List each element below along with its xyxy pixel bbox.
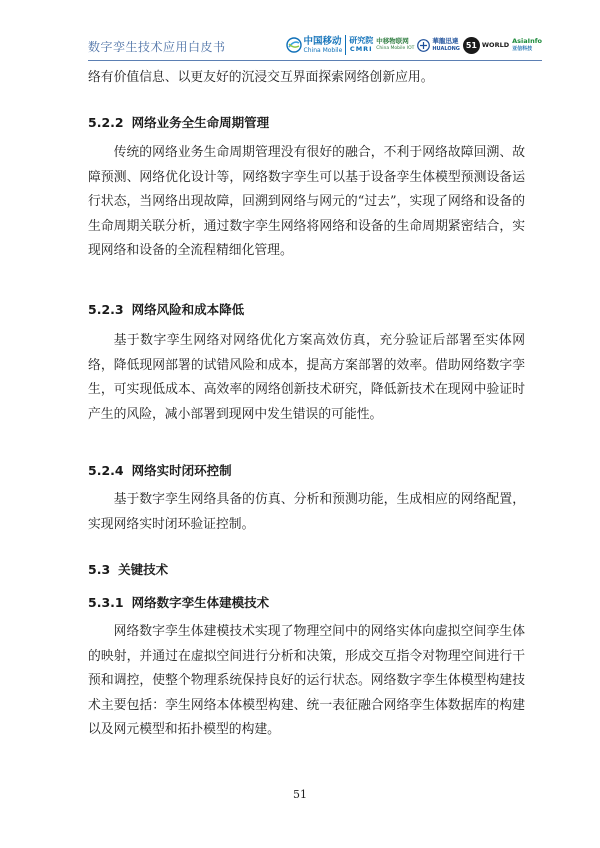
section-number: 5.3	[88, 562, 111, 577]
header-rule	[88, 60, 542, 61]
section-number: 5.2.2	[88, 115, 124, 130]
section-number: 5.2.4	[88, 463, 124, 478]
section-title: 网络风险和成本降低	[131, 302, 245, 317]
asiainfo-cn: 亚信科技	[512, 46, 533, 52]
paragraph-5-2-4: 基于数字孪生网络具备的仿真、分析和预测功能，生成相应的网络配置，实现网络实时闭环验证控制。	[88, 492, 525, 532]
paragraph-5-2-3: 基于数字孪生网络对网络优化方案高效仿真，充分验证后部署至实体网络，降低现网部署的试错风险和成本，提高方案部署的效率。借助网络数字孪生，可实现低成本、高效率的网络创新技术研究，降低新技术在现网中验证时产生的风险，减小部署到现网中发生错误的可能性。	[88, 333, 525, 422]
page-header	[60, 30, 542, 60]
partner-logos	[286, 32, 542, 58]
cmri-cn: 研究院	[349, 36, 374, 45]
section-title: 网络数字孪生体建模技术	[131, 595, 270, 610]
asiainfo-logo	[512, 37, 542, 53]
section-number: 5.3.1	[88, 595, 124, 610]
cmri-logo	[349, 36, 373, 54]
china-mobile-emblem-icon	[286, 37, 302, 53]
paragraph-5-3-1: 网络数字孪生体建模技术实现了物理空间中的网络实体向虚拟空间孪生体的映射，并通过在虚拟空间进行分析和决策，形成交互指令对物理空间进行干预和调控，使整个物理系统保持良好的运行状态。网络数字孪生体模型构建技术主要包括：孪生网络本体模型构建、统一表征融合网络孪生体数据库的构建以及网元模型和拓扑模型的构建。	[88, 624, 525, 738]
51world-text: WORLD	[481, 41, 510, 49]
hualong-en: HUALONG	[432, 46, 460, 52]
hualong-cn: 華龍迅達	[432, 37, 459, 45]
logo-divider	[345, 35, 346, 55]
heading-5-3	[88, 562, 168, 578]
china-mobile-logo	[286, 37, 343, 54]
asiainfo-en: AsiaInfo	[512, 37, 542, 45]
hualong-logo	[417, 37, 460, 53]
51world-logo	[463, 37, 509, 54]
iot-en: China Mobile IOT	[376, 46, 415, 51]
header-title: 数字孪生技术应用白皮书	[88, 40, 226, 54]
china-mobile-cn: 中国移动	[303, 35, 342, 47]
51world-badge: 51	[463, 37, 480, 54]
section-number: 5.2.3	[88, 302, 124, 317]
section-title: 关键技术	[118, 562, 169, 577]
heading-5-2-2	[88, 115, 269, 131]
china-mobile-en: China Mobile	[303, 46, 343, 54]
page-number: 51	[293, 788, 307, 801]
iot-cn: 中移物联网	[376, 37, 409, 45]
iot-logo	[376, 37, 414, 53]
heading-5-3-1	[88, 595, 269, 611]
paragraph-5-2-2: 传统的网络业务生命周期管理没有很好的融合，不利于网络故障回溯、故障预测、网络优化设计等，网络数字孪生可以基于设备孪生体模型预测设备运行状态，当网络出现故障，回溯到网络与网元的“过去”，实现了网络和设备的生命周期关联分析，通过数字孪生网络将网络和设备的生命周期紧密结合，实现网络和设备的全流程精细化管理。	[88, 145, 525, 259]
heading-5-2-3	[88, 302, 244, 318]
section-title: 网络业务全生命周期管理	[131, 115, 270, 130]
section-title: 网络实时闭环控制	[131, 463, 232, 478]
cmri-en: CMRI	[349, 45, 373, 53]
intro-paragraph: 络有价值信息、以更友好的沉浸交互界面探索网络创新应用。	[88, 70, 434, 85]
heading-5-2-4	[88, 463, 232, 479]
hualong-emblem-icon	[417, 39, 430, 52]
